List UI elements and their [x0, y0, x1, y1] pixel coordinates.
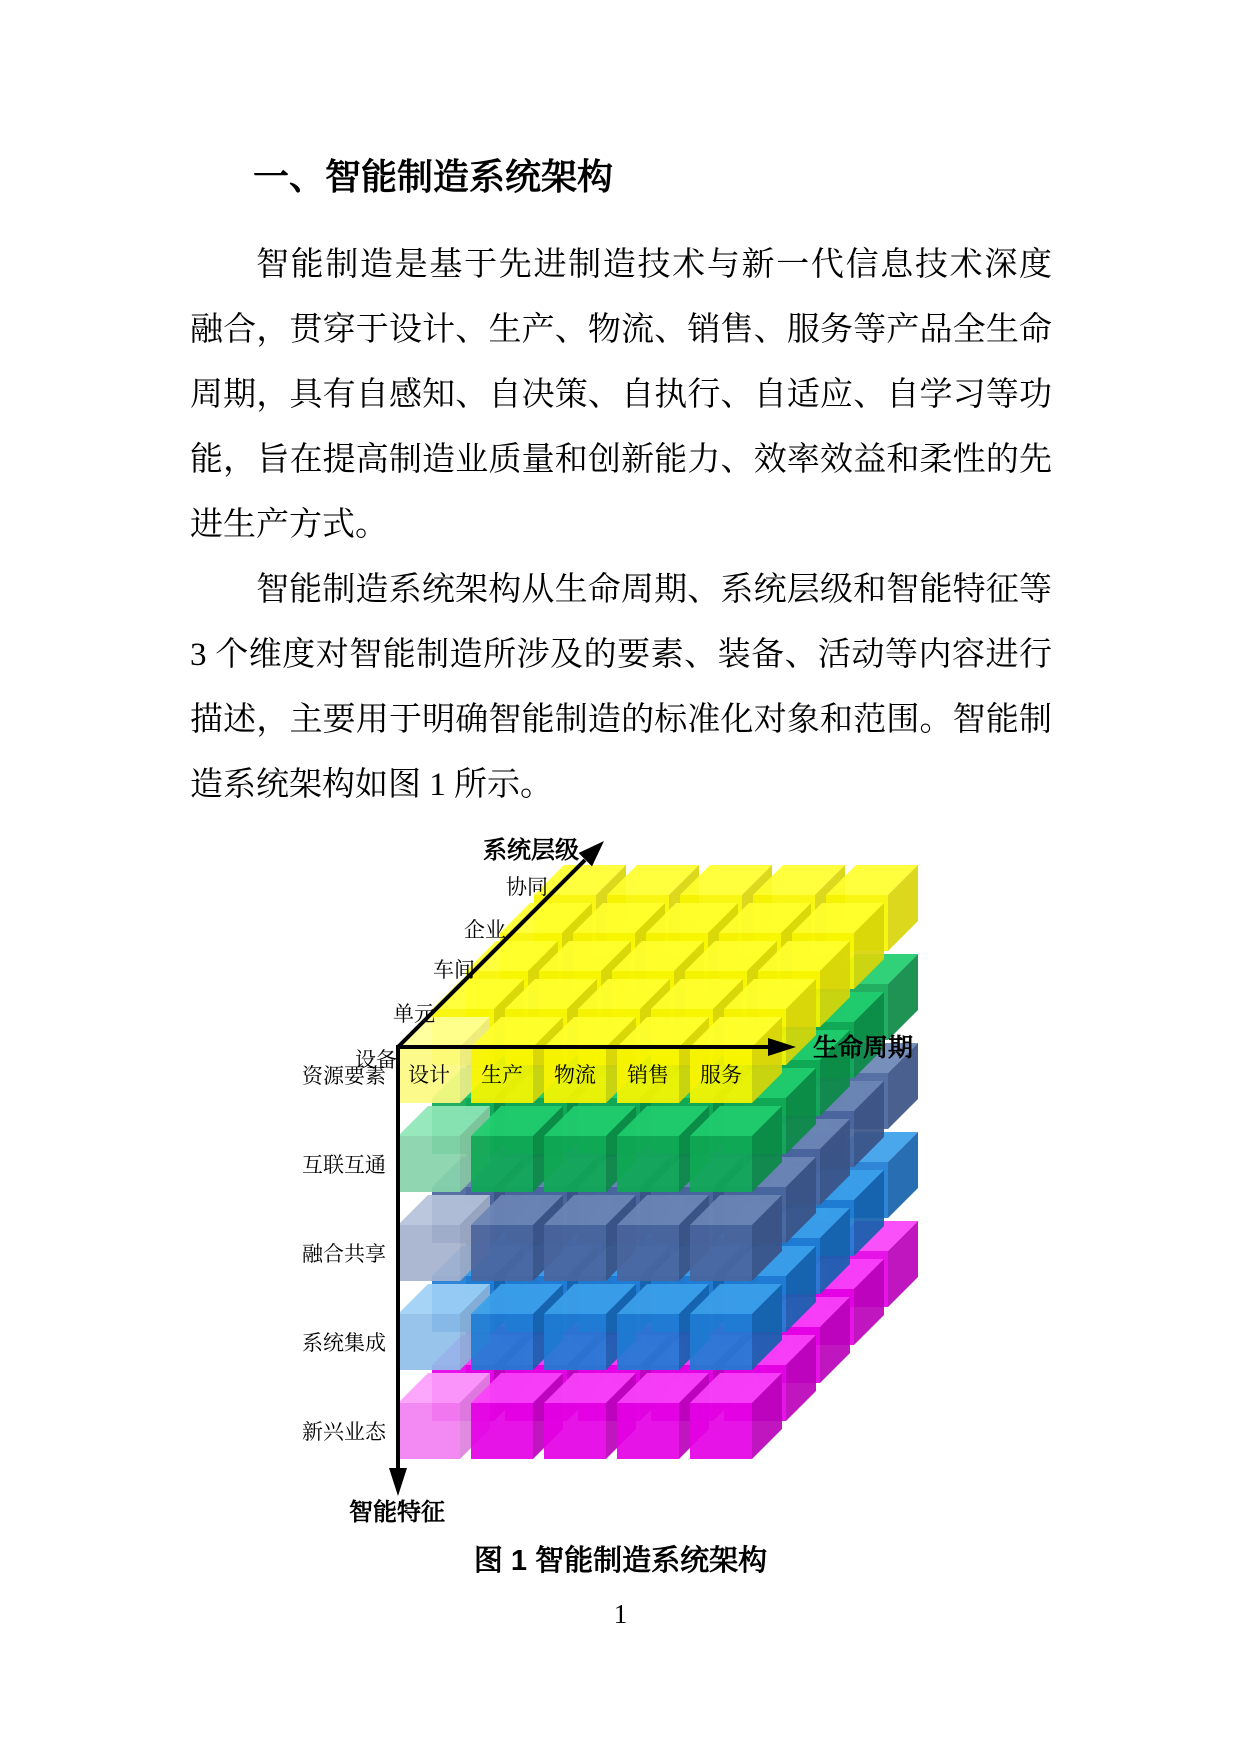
cube-stack	[398, 865, 918, 1459]
body-text	[190, 233, 1052, 818]
text-line: 智能制造系统架构从生命周期、系统层级和智能特征等	[256, 572, 1052, 608]
cube-front-face	[544, 1225, 606, 1281]
page-number: 1	[613, 1599, 628, 1629]
cube-front-face	[690, 1136, 752, 1192]
life-cycle-cell-label: 生产	[481, 1063, 523, 1087]
intelligent-features-arrowhead-icon	[389, 1468, 407, 1496]
cube-front-face	[544, 1403, 606, 1459]
intelligent-feature-label: 融合共享	[302, 1242, 386, 1266]
system-level-label: 设备	[355, 1048, 397, 1072]
text-line: 融合，贯穿于设计、生产、物流、销售、服务等产品全生命	[190, 312, 1052, 348]
intelligent-feature-label: 新兴业态	[302, 1420, 386, 1444]
system-level-label: 企业	[464, 918, 506, 942]
cube-front-face	[398, 1225, 460, 1281]
intelligent-feature-label: 系统集成	[302, 1331, 386, 1355]
life-cycle-cell-label: 物流	[554, 1063, 596, 1087]
text-line: 造系统架构如图 1 所示。	[190, 767, 553, 803]
cube-front-face	[544, 1136, 606, 1192]
cube-front-face	[617, 1314, 679, 1370]
cube-front-face	[471, 1403, 533, 1459]
section-heading: 一、智能制造系统架构	[253, 156, 614, 197]
cube-front-face	[471, 1314, 533, 1370]
life-cycle-cell-label: 设计	[408, 1063, 450, 1087]
cube-front-face	[544, 1314, 606, 1370]
figure-caption: 图 1 智能制造系统架构	[473, 1545, 768, 1577]
text-line: 智能制造是基于先进制造技术与新一代信息技术深度	[256, 247, 1052, 283]
text-line: 能，旨在提高制造业质量和创新能力、效率效益和柔性的先	[190, 442, 1052, 478]
text-line: 进生产方式。	[190, 507, 388, 543]
text-line: 描述，主要用于明确智能制造的标准化对象和范围。智能制	[190, 702, 1052, 738]
cube-front-face	[617, 1225, 679, 1281]
cube-front-face	[690, 1225, 752, 1281]
life-cycle-axis-title: 生命周期	[813, 1035, 914, 1062]
text-line: 周期，具有自感知、自决策、自执行、自适应、自学习等功	[190, 377, 1052, 413]
system-levels-axis-title: 系统层级	[483, 838, 579, 864]
cube-front-face	[398, 1136, 460, 1192]
cube-front-face	[471, 1225, 533, 1281]
cube-front-face	[617, 1136, 679, 1192]
life-cycle-cell-label: 服务	[700, 1063, 742, 1087]
system-level-label: 单元	[393, 1002, 435, 1026]
cube-front-face	[471, 1136, 533, 1192]
system-level-label: 车间	[433, 958, 475, 982]
life-cycle-cell-label: 销售	[627, 1063, 669, 1087]
cube-front-face	[617, 1403, 679, 1459]
cube-front-face	[398, 1403, 460, 1459]
text-line: 3 个维度对智能制造所涉及的要素、装备、活动等内容进行	[190, 637, 1052, 673]
cube-front-face	[690, 1314, 752, 1370]
intelligent-feature-label: 资源要素	[302, 1064, 386, 1088]
figure-smart-manufacturing-architecture	[270, 820, 970, 1530]
cube-front-face	[398, 1314, 460, 1370]
cube-front-face	[690, 1403, 752, 1459]
intelligent-features-axis-title: 智能特征	[349, 1500, 445, 1526]
system-level-label: 协同	[506, 875, 548, 899]
intelligent-feature-label: 互联互通	[302, 1153, 386, 1177]
